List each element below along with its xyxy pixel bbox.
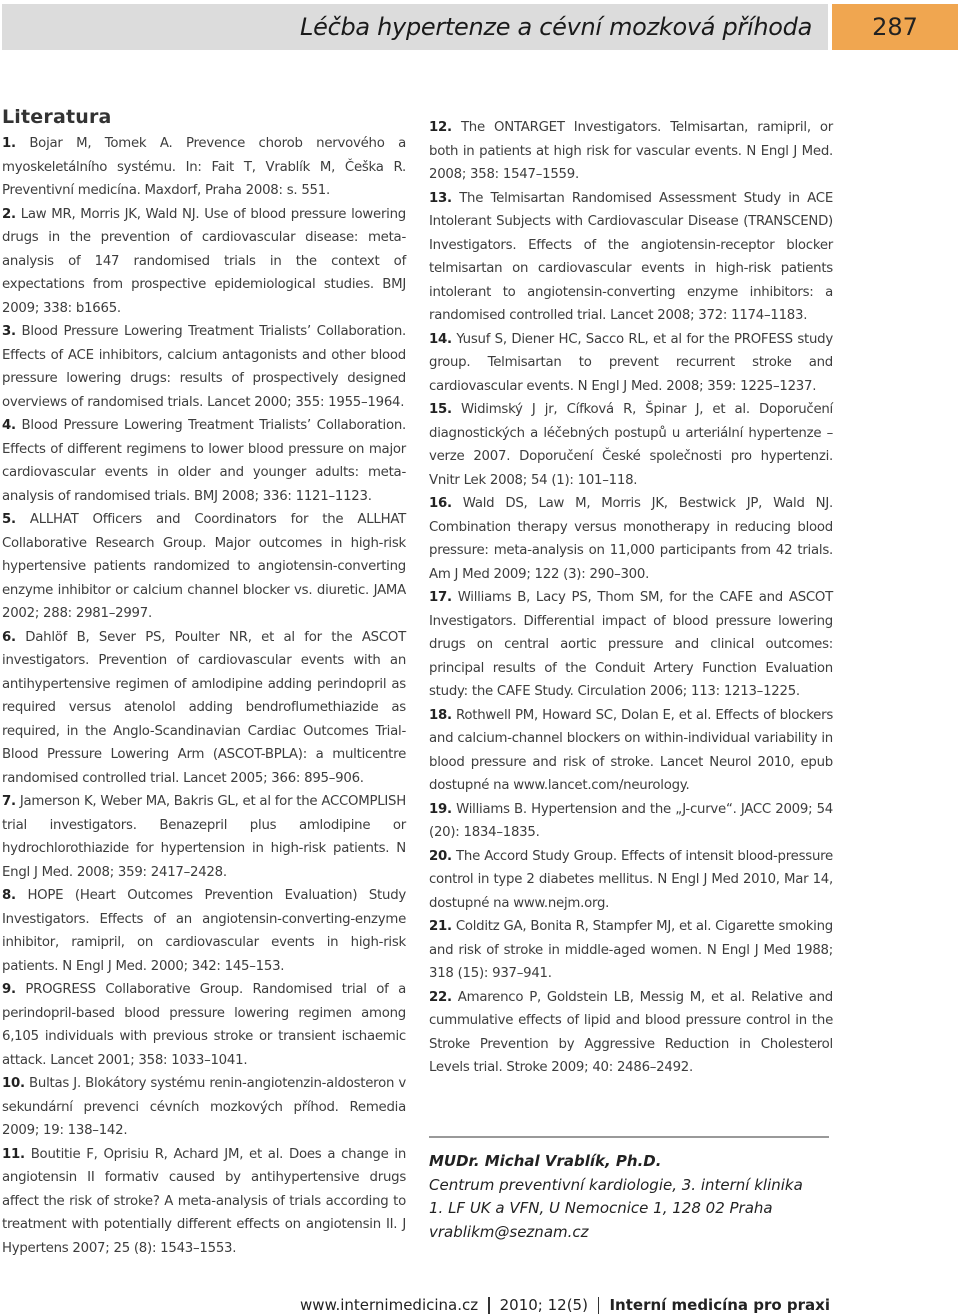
reference-item (429, 398, 833, 492)
reference-text: Amarenco P, Goldstein LB, Messig M, et al. Relative and cummulative effects of lipid and blood pressure control in the Stroke Prevention by Aggressive Reduction in Cholesterol Levels trial. Stroke 2009; 40: 2486–2492. (429, 989, 833, 1075)
reference-item (429, 704, 833, 798)
reference-number: 13. (429, 190, 452, 206)
reference-item (2, 790, 406, 884)
author-email[interactable]: vrablikm@seznam.cz (429, 1222, 589, 1241)
footer-issue: 2010; 12(5) (499, 1296, 588, 1314)
reference-text: Rothwell PM, Howard SC, Dolan E, et al. Effects of blockers and calcium-channel blockers on within-individual variability in blood pressure and risk of stroke. Lancet Neurol 2010, epub dostupné na www.lancet.com/neurology. (429, 707, 833, 793)
reference-number: 8. (2, 888, 16, 903)
reference-text: Blood Pressure Lowering Treatment Trialists’ Collaboration. Effects of different regimens to lower blood pressure on major cardiovascular events in older and younger adults: meta-analysis of randomised trials. BMJ 2008; 336: 1121–1123. (2, 418, 407, 504)
reference-item (2, 203, 406, 321)
reference-text: PROGRESS Collaborative Group. Randomised trial of a perindopril-based blood pressure lowering regimen among 6,105 individuals with previous stroke or transient ischaemic attack. Lancet 2001; 358: 1033–1041. (2, 982, 406, 1068)
author-address: 1. LF UK a VFN, U Nemocnice 1, 128 02 Praha (429, 1199, 773, 1217)
author-name: MUDr. Michal Vrablík, Ph.D. (429, 1152, 662, 1170)
reference-text: HOPE (Heart Outcomes Prevention Evaluation) Study Investigators. Effects of an angiotensin-converting-enzyme inhibitor, ramipril, on cardiovascular events in high-risk patients. N Engl J Med. 2000; 342: 145–153. (2, 888, 407, 974)
reference-list-right (429, 116, 833, 1080)
reference-text: Williams B. Hypertension and the „J-curve“. JACC 2009; 54 (20): 1834–1835. (429, 801, 833, 840)
reference-text: Yusuf S, Diener HC, Sacco RL, et al for the PROFESS study group. Telmisartan to prevent recurrent stroke and cardiovascular events. N Engl J Med. 2008; 359: 1225–1237. (429, 331, 833, 394)
reference-number: 15. (429, 402, 452, 417)
reference-number: 18. (429, 707, 452, 723)
reference-number: 19. (429, 801, 452, 817)
header-title-bar (2, 4, 828, 50)
page-number: 287 (832, 4, 958, 50)
author-block (429, 1150, 829, 1244)
reference-text: Colditz GA, Bonita R, Stampfer MJ, et al. Cigarette smoking and risk of stroke in middle-aged women. N Engl J Med 1988; 318 (15): 937–941. (429, 919, 833, 981)
reference-list-left (2, 132, 406, 1260)
reference-item (2, 626, 406, 791)
footer-separator (488, 1297, 490, 1314)
reference-text: Boutitie F, Oprisiu R, Achard JM, et al. Does a change in angiotensin II formativ caused by antihypertensive drugs affect the risk of stroke? A meta-analysis of trials according to treatment with potentially different effects on angiotensin II. J Hypertens 2007; 25 (8): 1543–1553. (2, 1146, 407, 1256)
reference-text: Jamerson K, Weber MA, Bakris GL, et al for the ACCOMPLISH trial investigators. Benazepril plus amlodipine or hydrochlorothiazide for hypertension in high-risk patients. N Engl J Med. 2008; 359: 2417–2428. (2, 794, 406, 880)
author-affiliation: Centrum preventivní kardiologie, 3. interní klinika (429, 1175, 803, 1194)
reference-number: 9. (2, 982, 16, 997)
reference-number: 20. (429, 848, 452, 864)
reference-text: Dahlöf B, Sever PS, Poulter NR, et al for the ASCOT investigators. Prevention of cardiovascular events with an antihypertensive regimen of amlodipine adding perindopril as required versus atenolol adding bendroflumethiazide as required, in the Anglo-Scandinavian Cardiac Outcomes Trial-Blood Pressure Lowering Arm (ASCOT-BPLA): a multicentre randomised controlled trial. Lancet 2005; 366: 895–906. (2, 629, 406, 786)
reference-number: 7. (2, 794, 16, 809)
reference-item (429, 586, 833, 704)
reference-number: 6. (2, 629, 16, 645)
reference-item (429, 116, 833, 187)
reference-text: Bojar M, Tomek A. Prevence chorob nervového a myoskeletálního systému. In: Fait T, Vrablík M, Češka R. Preventivní medicína. Maxdorf, Praha 2008: s. 551. (2, 136, 406, 198)
reference-text: Blood Pressure Lowering Treatment Trialists’ Collaboration. Effects of ACE inhibitors, calcium antagonists and other blood pressure lowering drugs: results of prospectively designed overviews of randomised trials. Lancet 2000; 355: 1955–1964. (2, 324, 407, 410)
footer-separator (598, 1297, 600, 1314)
author-divider (429, 1136, 829, 1138)
reference-item (2, 508, 406, 626)
reference-text: The ONTARGET Investigators. Telmisartan, ramipril, or both in patients at high risk for vascular events. N Engl J Med. 2008; 358: 1547–1559. (429, 120, 834, 182)
left-column (2, 98, 406, 1260)
reference-item (429, 798, 833, 845)
reference-text: Wald DS, Law M, Morris JK, Bestwick JP, Wald NJ. Combination therapy versus monotherapy in reducing blood pressure: meta-analysis on 11,000 participants from 42 trials. Am J Med 2009; 122 (3): 290–300. (429, 496, 833, 582)
reference-item (2, 978, 406, 1072)
page-header (0, 0, 960, 52)
page-footer (0, 1294, 960, 1316)
reference-text: The Telmisartan Randomised Assessment Study in ACE Intolerant Subjects with Cardiovascular Disease (TRANSCEND) Investigators. Effects of the angiotensin-receptor blocker telmisartan on cardiovascular events in high-risk patients intolerant to angiotensin-converting enzyme inhibitors: a randomised controlled trial. Lancet 2008; 372: 1174–1183. (429, 190, 833, 323)
running-title: Léčba hypertenze a cévní mozková příhoda (300, 13, 812, 41)
reference-text: Widimský J jr, Cífková R, Špinar J, et al. Doporučení diagnostických a léčebných postupů u arteriální hypertenze – verze 2007. Doporučení České společnosti pro hypertenzi. Vnitr Lek 2008; 54 (1): 101–118. (429, 402, 833, 488)
reference-text: ALLHAT Officers and Coordinators for the ALLHAT Collaborative Research Group. Major outcomes in high-risk hypertensive patients randomized to angiotensin-converting enzyme inhibitor or calcium channel blocker vs. diuretic. JAMA 2002; 288: 2981–2997. (2, 512, 407, 621)
reference-number: 22. (429, 989, 452, 1005)
reference-text: Williams B, Lacy PS, Thom SM, for the CAFE and ASCOT Investigators. Differential impact of blood pressure lowering drugs on central aortic pressure and clinical outcomes: principal results of the Conduit Artery Function Evaluation study: the CAFE Study. Circulation 2006; 113: 1213–1225. (429, 590, 834, 699)
reference-item (2, 414, 406, 508)
reference-number: 12. (429, 120, 452, 135)
reference-item (429, 915, 833, 986)
reference-text: Law MR, Morris JK, Wald NJ. Use of blood pressure lowering drugs in the prevention of cardiovascular disease: meta-analysis of 147 randomised trials in the context of expectations from prospective epidemiological studies. BMJ 2009; 338: b1665. (2, 206, 406, 316)
reference-number: 16. (429, 496, 452, 511)
reference-number: 4. (2, 418, 16, 433)
reference-number: 14. (429, 331, 452, 347)
reference-item (2, 1143, 406, 1261)
reference-number: 1. (2, 136, 16, 151)
reference-item (2, 320, 406, 414)
reference-number: 10. (2, 1076, 25, 1091)
reference-number: 2. (2, 206, 16, 222)
reference-number: 17. (429, 590, 452, 605)
reference-number: 5. (2, 512, 16, 527)
reference-text: Bultas J. Blokátory systému renin-angiotenzin-aldosteron v sekundární prevenci cévních mozkových příhod. Remedia 2009; 19: 138–142. (2, 1076, 406, 1138)
section-title: Literatura (2, 106, 112, 128)
reference-number: 21. (429, 919, 452, 934)
reference-item (429, 187, 833, 328)
reference-item (429, 492, 833, 586)
reference-item (2, 1072, 406, 1143)
reference-number: 11. (2, 1146, 25, 1162)
footer-journal: Interní medicína pro praxi (609, 1296, 830, 1314)
reference-item (2, 132, 406, 203)
reference-item (429, 328, 833, 399)
right-column (429, 116, 833, 1080)
reference-item (429, 845, 833, 916)
reference-number: 3. (2, 324, 16, 339)
reference-item (429, 986, 833, 1080)
reference-text: The Accord Study Group. Effects of intensit blood-pressure control in type 2 diabetes mellitus. N Engl J Med 2010, Mar 14, dostupné na www.nejm.org. (429, 848, 833, 911)
reference-item (2, 884, 406, 978)
footer-website[interactable]: www.internimedicina.cz (300, 1296, 479, 1314)
